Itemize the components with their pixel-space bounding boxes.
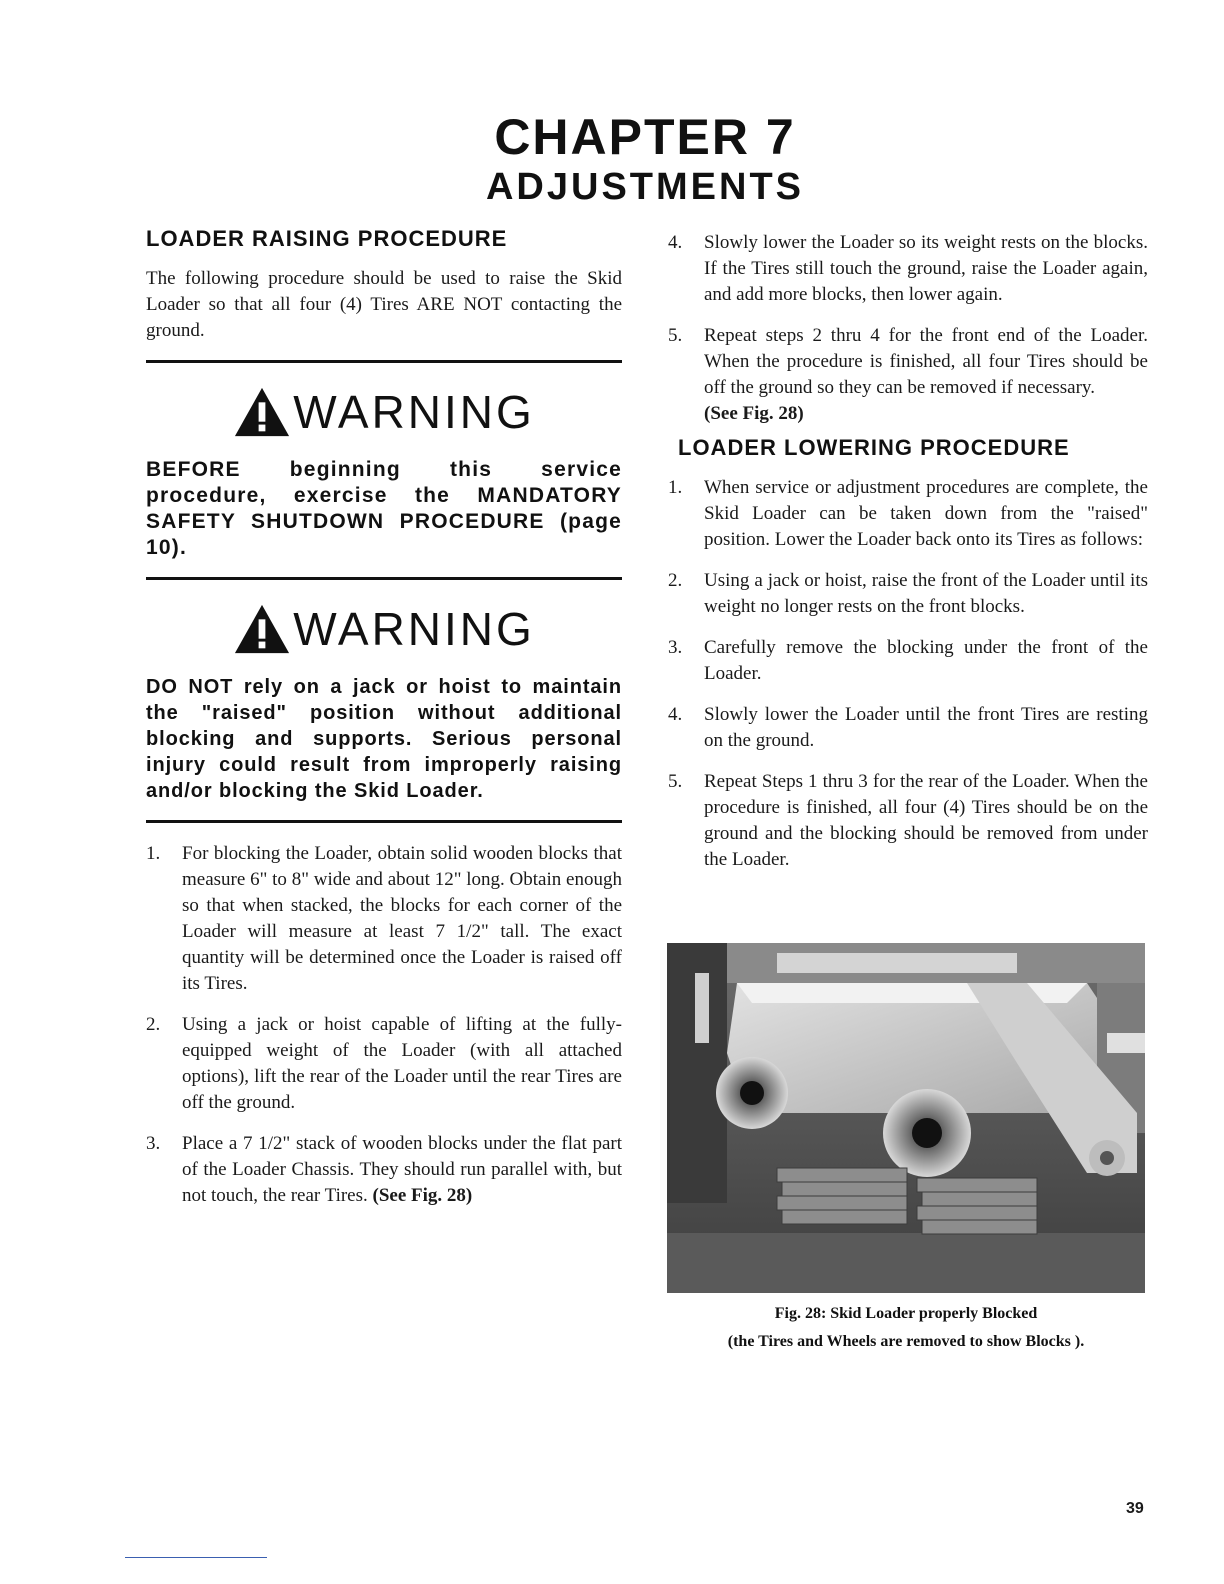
left-column bbox=[146, 226, 622, 1224]
step-text: When service or adjustment procedures are complete, the Skid Loader can be taken down from the "raised" position. Lower the Loader back onto its Tires as follows: bbox=[704, 477, 1148, 550]
wooden-blocks-icon bbox=[777, 1168, 1037, 1234]
figure-reference: (See Fig. 28) bbox=[372, 1185, 473, 1206]
list-item bbox=[668, 230, 1148, 308]
list-item bbox=[146, 841, 622, 997]
step-number: 4. bbox=[668, 704, 683, 725]
step-text: Using a jack or hoist capable of lifting at the fully-equipped weight of the Loader (with all attached options), lift the rear of the Loader until the rear Tires are off the ground. bbox=[182, 1014, 622, 1113]
step-number: 5. bbox=[668, 325, 683, 346]
chapter-title: ADJUSTMENTS bbox=[485, 166, 805, 208]
step-text: Repeat Steps 1 thru 3 for the rear of the Loader. When the procedure is finished, all four (4) Tires should be on the ground and the blocking should be removed from under the Loader. bbox=[704, 771, 1148, 870]
step-text: Slowly lower the Loader so its weight rests on the blocks. If the Tires still touch the ground, raise the Loader again, and add more blocks, then lower again. bbox=[704, 232, 1148, 305]
raising-steps-list bbox=[146, 841, 622, 1209]
step-number: 2. bbox=[146, 1014, 161, 1035]
rear-hub-icon bbox=[716, 1057, 788, 1129]
skid-loader-photo bbox=[667, 943, 1145, 1293]
warning-divider bbox=[146, 577, 622, 580]
warning-title: WARNING bbox=[293, 386, 535, 438]
list-item bbox=[668, 702, 1148, 754]
step-number: 3. bbox=[146, 1133, 161, 1154]
raising-steps-continued bbox=[668, 230, 1148, 427]
step-text: For blocking the Loader, obtain solid wooden blocks that measure 6" to 8" wide and about 12" long. Obtain enough so that when stacked, the blocks for each corner of the Loader will measure at least 7 1/2" tall. The exact quantity will be determined once the Loader is raised off its Tires. bbox=[182, 843, 622, 994]
warning-text: DO NOT rely on a jack or hoist to maintain the "raised" position without additional blocking and supports. Serious personal injury could result from improperly raising and/or blocking the Skid Loader. bbox=[146, 676, 622, 802]
page-number: 39 bbox=[1126, 1500, 1144, 1517]
skid-loader-illustration bbox=[667, 943, 1145, 1293]
warning-text: BEFORE beginning this service procedure, exercise the MANDATORY SAFETY SHUTDOWN PROCEDURE (page 10). bbox=[146, 458, 622, 559]
list-item bbox=[146, 1012, 622, 1116]
step-text: Repeat steps 2 thru 4 for the front end of the Loader. When the procedure is finished, all four Tires should be off the ground so they can be removed if necessary. bbox=[704, 325, 1148, 398]
step-number: 5. bbox=[668, 771, 683, 792]
caption-line-1: Fig. 28: Skid Loader properly Blocked bbox=[774, 1305, 1038, 1322]
front-hub-icon bbox=[883, 1089, 971, 1177]
step-text: Place a 7 1/2" stack of wooden blocks under the flat part of the Loader Chassis. They should run parallel with, but not touch, the rear Tires. bbox=[182, 1133, 622, 1206]
lowering-heading: LOADER LOWERING PROCEDURE bbox=[678, 435, 1070, 460]
list-item bbox=[668, 769, 1148, 873]
step-number: 3. bbox=[668, 637, 683, 658]
step-text: Carefully remove the blocking under the front of the Loader. bbox=[704, 637, 1148, 684]
list-item bbox=[668, 475, 1148, 553]
list-item bbox=[668, 568, 1148, 620]
list-item bbox=[668, 635, 1148, 687]
footer-divider bbox=[125, 1557, 267, 1558]
step-text-container bbox=[704, 323, 1148, 427]
warning-triangle-icon bbox=[233, 602, 291, 656]
warning-header bbox=[146, 598, 622, 660]
step-number: 4. bbox=[668, 232, 683, 253]
step-number: 1. bbox=[668, 477, 683, 498]
step-text: Using a jack or hoist, raise the front of the Loader until its weight no longer rests on the front blocks. bbox=[704, 570, 1148, 617]
warning-header bbox=[146, 381, 622, 443]
chapter-number: CHAPTER 7 bbox=[494, 109, 796, 165]
raising-intro: The following procedure should be used to raise the Skid Loader so that all four (4) Tires ARE NOT contacting the ground. bbox=[146, 268, 622, 341]
step-text-container bbox=[182, 1131, 622, 1209]
list-item bbox=[668, 323, 1148, 427]
warning-title: WARNING bbox=[293, 603, 535, 655]
list-item bbox=[146, 1131, 622, 1209]
lowering-steps-list bbox=[668, 475, 1148, 873]
step-text: Slowly lower the Loader until the front Tires are resting on the ground. bbox=[704, 704, 1148, 751]
raising-heading: LOADER RAISING PROCEDURE bbox=[146, 226, 508, 251]
figure-reference: (See Fig. 28) bbox=[704, 403, 804, 424]
warning-divider bbox=[146, 820, 622, 823]
warning-triangle-icon bbox=[233, 385, 291, 439]
warning-divider bbox=[146, 360, 622, 363]
figure-caption bbox=[667, 1300, 1145, 1356]
right-column bbox=[668, 230, 1148, 888]
step-number: 2. bbox=[668, 570, 683, 591]
step-number: 1. bbox=[146, 843, 161, 864]
caption-line-2: (the Tires and Wheels are removed to show Blocks ). bbox=[727, 1333, 1085, 1350]
